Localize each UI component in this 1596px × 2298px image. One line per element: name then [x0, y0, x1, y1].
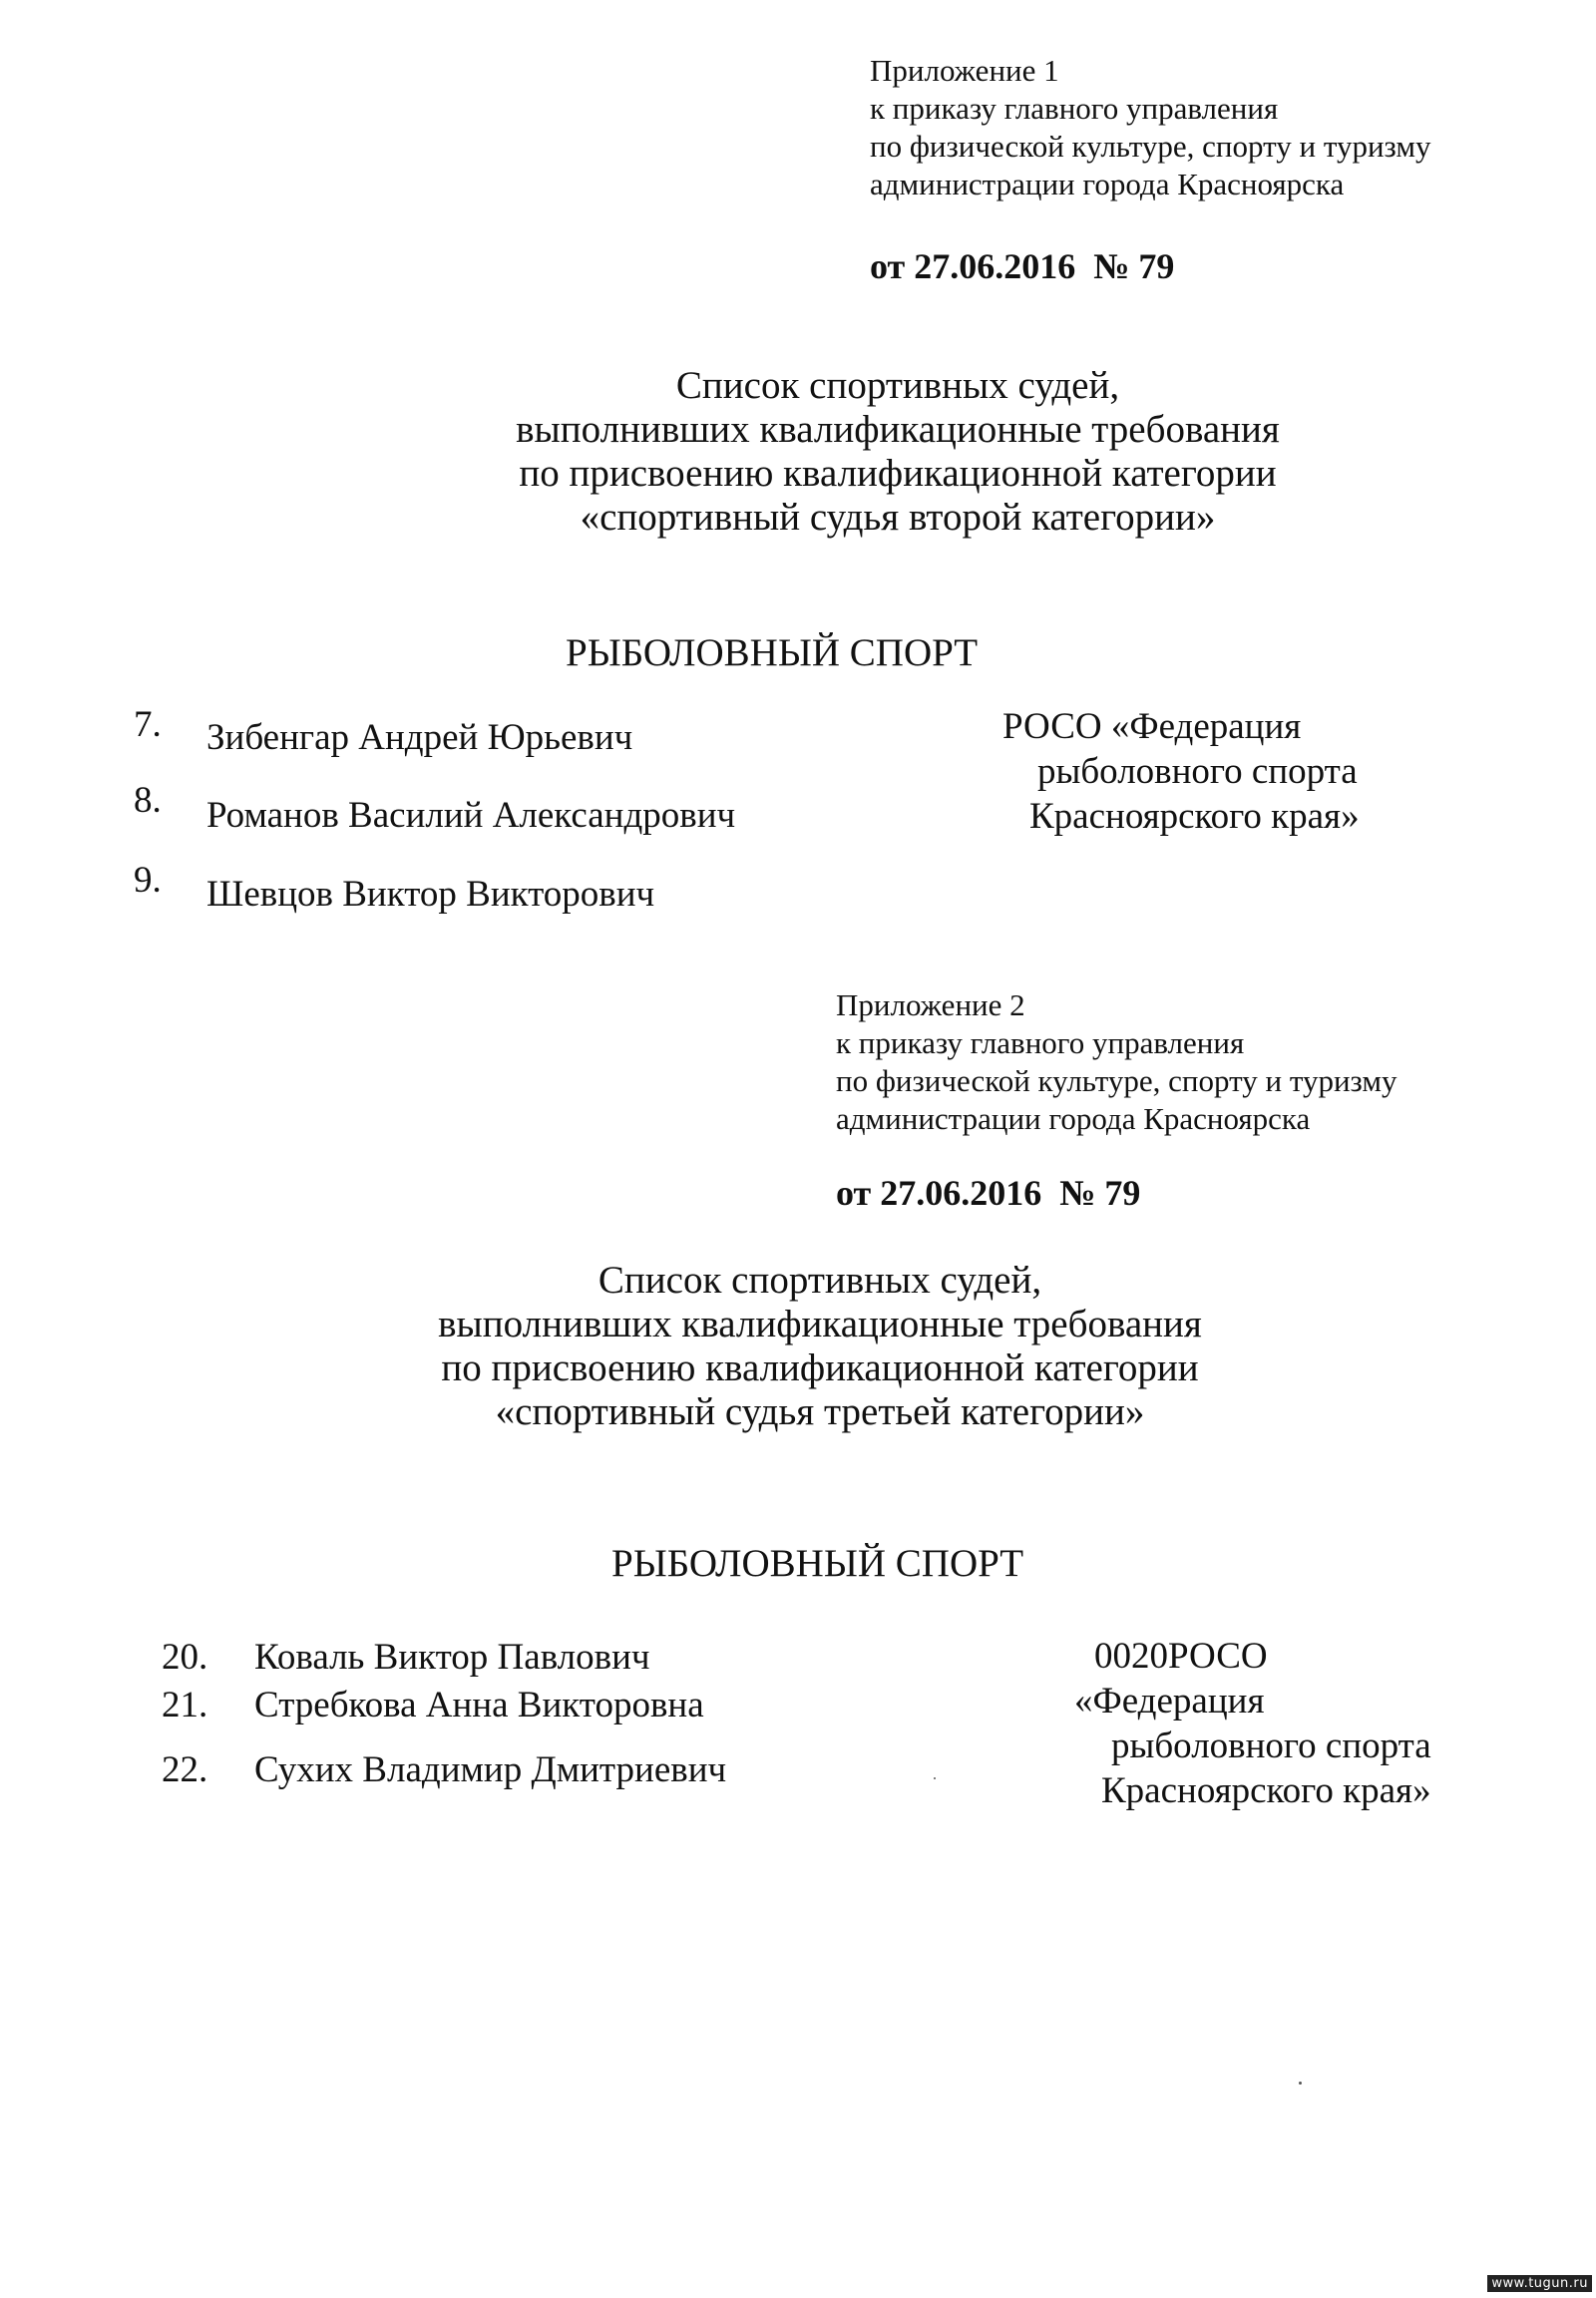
- appendix-1-line: к приказу главного управления: [870, 91, 1279, 126]
- list-1-sport-heading: РЫБОЛОВНЫЙ СПОРТ: [566, 631, 979, 674]
- appendix-2-line: по физической культуре, спорту и туризму: [836, 1063, 1397, 1098]
- list-1-entry-name: Зибенгар Андрей Юрьевич: [206, 717, 633, 758]
- list-2-title-line: выполнивших квалификационные требования: [438, 1303, 1202, 1345]
- list-1-organization-line: РОСО «Федерация: [1002, 706, 1302, 747]
- list-1-title-line: «спортивный судья второй категории»: [580, 496, 1216, 539]
- list-2-entry-name: Коваль Виктор Павлович: [254, 1637, 650, 1678]
- list-1-entry-number: 8.: [134, 780, 162, 821]
- scan-speck: [1299, 2082, 1302, 2085]
- appendix-2-order: от 27.06.2016 № 79: [836, 1173, 1141, 1213]
- appendix-1-line: администрации города Красноярска: [870, 167, 1345, 201]
- appendix-1-header: [870, 52, 1430, 203]
- appendix-2-line: Приложение 2: [836, 987, 1025, 1022]
- list-2-title-line: «спортивный судья третьей категории»: [495, 1390, 1145, 1433]
- list-1-title-line: Список спортивных судей,: [675, 364, 1120, 407]
- list-1-entry-number: 9.: [134, 860, 162, 901]
- list-2-entry-number: 20.: [162, 1637, 208, 1678]
- list-1-organization-line: рыболовного спорта: [1037, 751, 1358, 792]
- watermark: www.tugun.ru: [1487, 2275, 1592, 2292]
- list-1-title-line: выполнивших квалификационные требования: [516, 408, 1280, 451]
- appendix-2-header: [836, 986, 1396, 1138]
- list-2-title-line: Список спортивных судей,: [598, 1259, 1042, 1302]
- appendix-2-line: администрации города Красноярска: [836, 1101, 1311, 1136]
- list-1-title: [399, 364, 1396, 540]
- list-2-entry-number: 22.: [162, 1749, 208, 1790]
- list-2-sport-heading: РЫБОЛОВНЫЙ СПОРТ: [611, 1542, 1024, 1585]
- list-2-organization-line: рыболовного спорта: [1111, 1725, 1431, 1766]
- list-1-entry-number: 7.: [134, 704, 162, 745]
- list-2-entry-name: Сухих Владимир Дмитриевич: [254, 1749, 727, 1790]
- list-2-organization: [1074, 1634, 1431, 1813]
- list-2-title: [321, 1259, 1319, 1434]
- appendix-1-order: от 27.06.2016 № 79: [870, 246, 1175, 286]
- list-2-title-line: по присвоению квалификационной категории: [441, 1346, 1199, 1389]
- list-2-organization-line: Красноярского края»: [1101, 1770, 1431, 1811]
- list-1-title-line: по присвоению квалификационной категории: [519, 452, 1277, 495]
- list-2-entry-number: 21.: [162, 1685, 208, 1725]
- list-1-organization: [1002, 704, 1360, 839]
- list-2-organization-line: «Федерация: [1074, 1681, 1265, 1722]
- list-1-entry-name: Шевцов Виктор Викторович: [206, 874, 655, 915]
- scan-speck: [934, 1777, 936, 1779]
- appendix-1-line: Приложение 1: [870, 53, 1059, 88]
- appendix-1-line: по физической культуре, спорту и туризму: [870, 129, 1431, 164]
- list-1-entry-name: Романов Василий Александрович: [206, 795, 736, 836]
- appendix-2-line: к приказу главного управления: [836, 1025, 1245, 1060]
- list-1-organization-line: Красноярского края»: [1029, 796, 1360, 837]
- list-2-organization-line: 0020РОСО: [1094, 1636, 1268, 1677]
- list-2-entry-name: Стребкова Анна Викторовна: [254, 1685, 704, 1725]
